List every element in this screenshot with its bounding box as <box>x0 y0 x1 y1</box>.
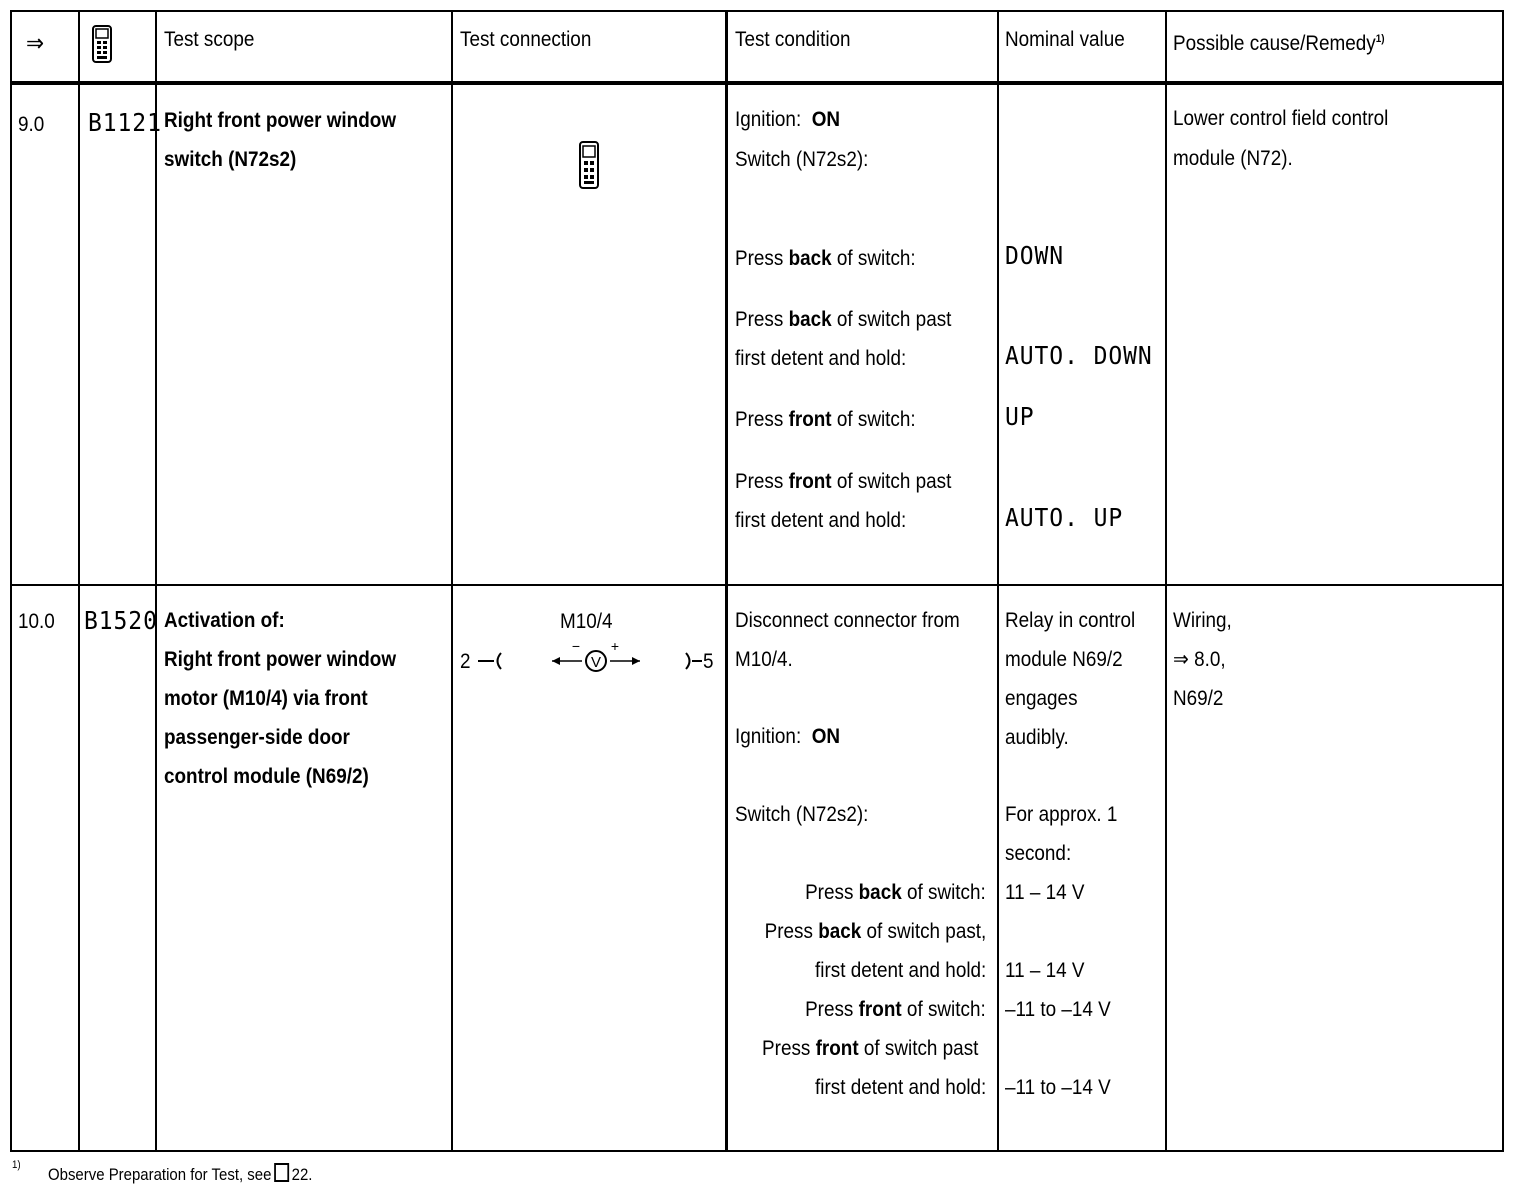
nominal-line: second: <box>1005 842 1072 865</box>
hand-held-tester-icon <box>578 141 600 194</box>
pin-left: 2 <box>460 650 471 673</box>
condition-line: Press back of switch past <box>735 308 952 331</box>
voltage-value: 11 – 14 V <box>1005 881 1085 904</box>
col-divider <box>725 12 728 1150</box>
header-test-condition: Test condition <box>735 28 851 51</box>
condition-ignition: Ignition: ON <box>735 725 841 748</box>
hand-held-tester-icon <box>91 25 113 68</box>
col-divider <box>155 12 157 1150</box>
test-table <box>10 10 1504 1152</box>
test-scope-line: switch (N72s2) <box>164 148 297 171</box>
condition-line: Press front of switch: <box>805 998 986 1021</box>
condition-line: Press back of switch: <box>735 247 916 270</box>
step-number: 9.0 <box>18 113 45 136</box>
test-scope-line: Right front power window <box>164 648 397 671</box>
condition-line: Press back of switch past, <box>764 920 986 943</box>
display-value: AUTO. UP <box>1005 503 1124 532</box>
remedy-line: N69/2 <box>1173 687 1224 710</box>
voltage-value: –11 to –14 V <box>1005 1076 1111 1099</box>
remedy-line: Lower control field control <box>1173 107 1389 130</box>
header-test-connection: Test connection <box>460 28 592 51</box>
test-scope-line: passenger-side door <box>164 726 350 749</box>
col-divider <box>78 12 80 1150</box>
plus-sign: + <box>610 640 620 654</box>
voltage-value: 11 – 14 V <box>1005 959 1085 982</box>
condition-line: Press front of switch past <box>735 470 952 493</box>
header-divider <box>12 81 1502 85</box>
remedy-line: Wiring, <box>1173 609 1232 632</box>
display-value: AUTO. DOWN <box>1005 341 1153 370</box>
pin-right: 5 <box>703 650 714 673</box>
voltmeter-connection-diagram <box>474 640 702 680</box>
voltage-value: –11 to –14 V <box>1005 998 1111 1021</box>
display-value: DOWN <box>1005 241 1065 270</box>
col-divider <box>451 12 453 1150</box>
fault-code: B1121 <box>88 108 162 137</box>
header-possible-cause: Possible cause/Remedy$^{1)}$ <box>1173 32 1385 55</box>
meter-symbol: V <box>590 654 602 671</box>
connector-socket-left <box>498 653 502 669</box>
footnote-mark: 1) <box>12 1159 21 1171</box>
minus-sign: − <box>571 640 581 654</box>
test-scope-line: Right front power window <box>164 109 397 132</box>
nominal-line: audibly. <box>1005 726 1069 749</box>
header-arrow: ⇒ <box>26 30 45 57</box>
arrow-right-icon <box>632 657 640 665</box>
condition-switch: Switch (N72s2): <box>735 803 869 826</box>
condition-line: Press front of switch past <box>761 1037 978 1060</box>
condition-line: first detent and hold: <box>814 959 986 982</box>
nominal-line: engages <box>1005 687 1078 710</box>
test-scope-line: control module (N69/2) <box>164 765 369 788</box>
condition-ignition: Ignition: ON <box>735 108 841 131</box>
condition-line: first detent and hold: <box>814 1076 986 1099</box>
condition-line: M10/4. <box>735 648 793 671</box>
header-nominal-value: Nominal value <box>1005 28 1125 51</box>
remedy-line: module (N72). <box>1173 147 1293 170</box>
display-value: UP <box>1005 402 1035 431</box>
condition-line: Press front of switch: <box>735 408 916 431</box>
test-scope-line: Activation of: <box>164 609 285 632</box>
condition-line: first detent and hold: <box>735 509 907 532</box>
remedy-line: ⇒ 8.0, <box>1173 648 1226 671</box>
test-scope-line: motor (M10/4) via front <box>164 687 368 710</box>
condition-switch: Switch (N72s2): <box>735 148 869 171</box>
header-test-scope: Test scope <box>164 28 255 51</box>
step-number: 10.0 <box>18 610 55 633</box>
component-label: M10/4 <box>560 610 613 633</box>
col-divider <box>1165 12 1167 1150</box>
nominal-line: module N69/2 <box>1005 648 1123 671</box>
nominal-line: Relay in control <box>1005 609 1136 632</box>
page-reference-icon <box>274 1163 289 1182</box>
connector-socket-right <box>686 653 690 669</box>
col-divider <box>997 12 999 1150</box>
condition-line: first detent and hold: <box>735 347 907 370</box>
nominal-line: For approx. 1 <box>1005 803 1118 826</box>
arrow-left-icon <box>552 657 560 665</box>
fault-code: B1520 <box>84 606 158 635</box>
condition-line: Disconnect connector from <box>735 609 960 632</box>
row-divider <box>12 584 1502 586</box>
condition-line: Press back of switch: <box>805 881 986 904</box>
footnote-text: Observe Preparation for Test, see 22. <box>48 1165 313 1184</box>
